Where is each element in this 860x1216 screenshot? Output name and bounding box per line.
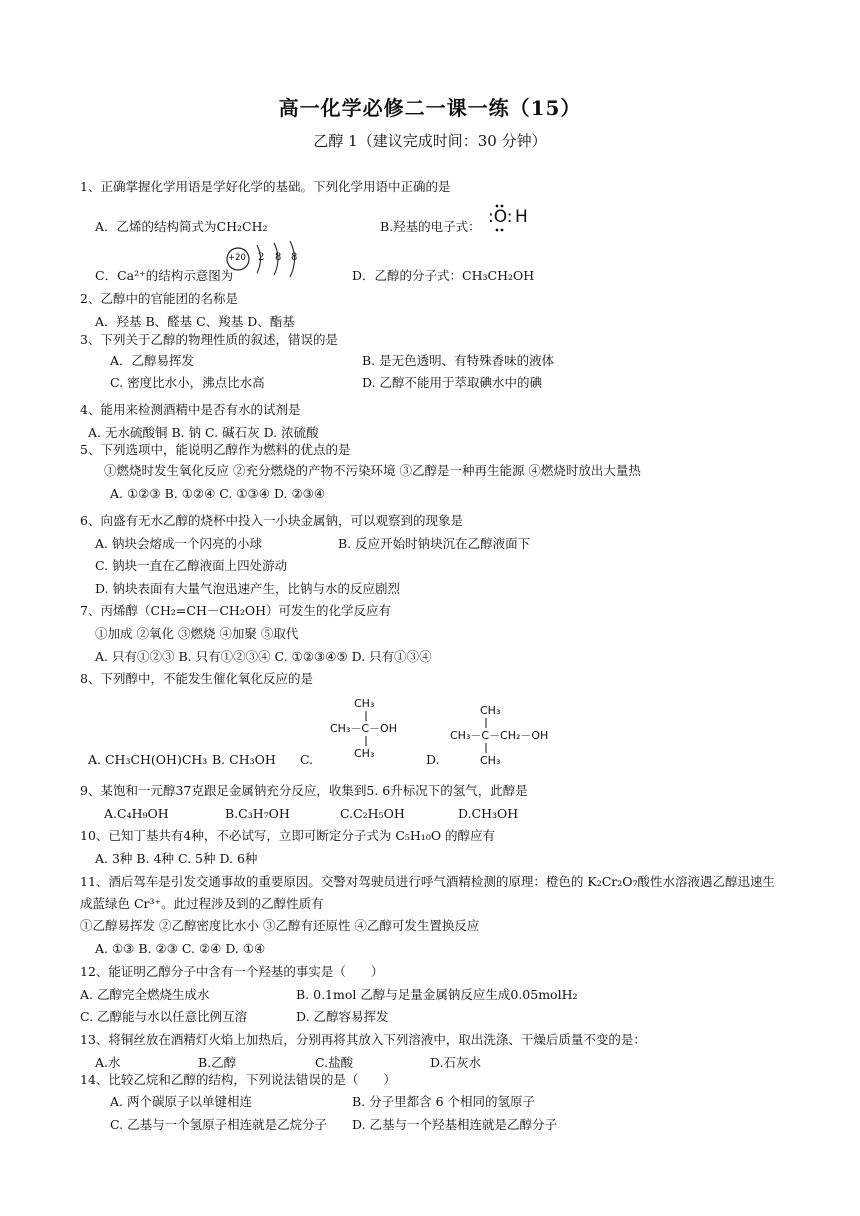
d-bonds-icon [448,703,552,771]
question-3-option-b: B. 是无色透明、有特殊香味的液体 [362,353,555,368]
question-12-option-b: B. 0.1mol 乙醇与足量金属钠反应生成0.05molH₂ [296,987,578,1002]
question-5-stem: 5、下列选项中，能说明乙醇作为燃料的优点的是 [80,442,351,457]
question-9-stem: 9、某饱和一元醇37克跟足金属钠充分反应，收集到5. 6升标况下的氢气，此醇是 [80,783,528,798]
question-1-option-d: D．乙醇的分子式：CH₃CH₂OH [352,268,535,283]
question-14-option-b: B. 分子里都含 6 个相同的氢原子 [352,1094,536,1109]
question-6-option-b: B. 反应开始时钠块沉在乙醇液面下 [338,536,531,551]
question-13-option-a: A.水 [95,1055,121,1070]
question-14-stem: 14、比较乙烷和乙醇的结构，下列说法错误的是（ ） [80,1072,396,1087]
oxygen-electron-dots: :O: [488,207,513,227]
nucleus-charge: +20 [228,253,246,263]
question-6-stem: 6、向盛有无水乙醇的烧杯中投入一小块金属钠，可以观察到的现象是 [80,513,463,528]
question-3-option-d: D. 乙醇不能用于萃取碘水中的碘 [362,375,543,390]
shell-2-electrons: 8 [275,252,282,263]
question-6-option-a: A. 钠块会熔成一个闪亮的小球 [95,536,262,551]
question-13-option-c: C.盐酸 [315,1055,354,1070]
question-2-options: A．羟基 B、醛基 C、羧基 D、酯基 [95,314,295,329]
atom-structure-icon [224,240,304,286]
question-3-option-a: A．乙醇易挥发 [110,353,195,368]
shell-3-electrons: 8 [291,252,298,263]
question-14-option-a: A. 两个碳原子以单键相连 [110,1094,252,1109]
page-subtitle: 乙醇 1（建议完成时间：30 分钟） [313,132,547,150]
question-4-stem: 4、能用来检测酒精中是否有水的试剂是 [80,402,301,417]
question-11-options: A. ①③ B. ②③ C. ②④ D. ①④ [95,941,266,956]
option-d-structure [448,703,552,771]
shell-1-electrons: 2 [258,252,265,263]
question-12-option-c: C. 乙醇能与水以任意比例互溶 [80,1009,248,1024]
question-2-stem: 2、乙醇中的官能团的名称是 [80,291,238,306]
question-8-option-d: D. [426,752,440,767]
question-1-option-c: C．Ca²⁺的结构示意图为 [95,268,234,283]
question-9-option-a: A.C₄H₉OH [104,806,169,821]
hydroxyl-electron-formula [488,204,534,232]
question-3-option-c: C. 密度比水小，沸点比水高 [110,375,265,390]
question-9-option-d: D.CH₃OH [458,806,519,821]
question-8-option-c: C. [300,752,314,767]
d-bottom-methyl: CH₃ [480,754,501,767]
calcium-ion-diagram [224,240,304,286]
question-13-option-b: B.乙醇 [198,1055,237,1070]
question-10-options: A. 3种 B. 4种 C. 5种 D. 6种 [95,851,258,866]
c-bottom-methyl: CH₃ [354,747,375,760]
hydrogen-symbol: H [515,207,528,227]
question-8-option-a: A. CH₃CH(OH)CH₃ [88,752,208,767]
question-1-option-b: B.羟基的电子式： [380,219,481,234]
question-11-stem-line-1: 11、酒后驾车是引发交通事故的重要原因。交警对驾驶员进行呼气酒精检测的原理：橙色的 K₂Cr₂O₇酸性水溶液遇乙醇迅速生 [80,874,776,889]
question-14-option-d: D. 乙基与一个羟基相连就是乙醇分子 [352,1117,558,1132]
option-c-structure [322,696,402,764]
question-11-items: ①乙醇易挥发 ②乙醇密度比水小 ③乙醇有还原性 ④乙醇可发生置换反应 [80,918,480,933]
question-1-option-a: A．乙烯的结构简式为CH₂CH₂ [95,219,268,234]
question-7-options: A. 只有①②③ B. 只有①②③④ C. ①②③④⑤ D. 只有①③④ [95,649,432,664]
question-7-stem: 7、丙烯醇（CH₂=CH－CH₂OH）可发生的化学反应有 [80,603,391,618]
c-main-chain: CH₃－C－OH [330,722,397,735]
page-title: 高一化学必修二一课一练（15） [278,96,582,120]
d-main-chain: CH₃－C－CH₂－OH [450,729,549,742]
question-13-option-d: D.石灰水 [430,1055,482,1070]
question-5-options: A. ①②③ B. ①②④ C. ①③④ D. ②③④ [110,486,326,501]
question-8-stem: 8、下列醇中，不能发生催化氧化反应的是 [80,671,313,686]
question-4-options: A. 无水硫酸铜 B. 钠 C. 碱石灰 D. 浓硫酸 [88,425,319,440]
c-bonds-icon [322,696,402,764]
question-6-option-d: D. 钠块表面有大量气泡迅速产生，比钠与水的反应剧烈 [95,581,401,596]
question-12-option-a: A. 乙醇完全燃烧生成水 [80,987,210,1002]
question-9-option-c: C.C₂H₅OH [340,806,405,821]
question-8-option-b: B. CH₃OH [212,752,276,767]
question-11-stem-line-2: 成蓝绿色 Cr³⁺。此过程涉及到的乙醇性质有 [80,896,324,911]
question-12-option-d: D. 乙醇容易挥发 [296,1009,389,1024]
c-top-methyl: CH₃ [354,697,375,710]
question-7-items: ①加成 ②氧化 ③燃烧 ④加聚 ⑤取代 [95,626,299,641]
question-13-stem: 13、将铜丝放在酒精灯火焰上加热后，分别再将其放入下列溶液中，取出洗涤、干燥后质量不变的是： [80,1032,646,1047]
question-5-items: ①燃烧时发生氧化反应 ②充分燃烧的产物不污染环境 ③乙醇是一种再生能源 ④燃烧时放出大量热 [104,463,641,478]
question-10-stem: 10、已知丁基共有4种，不必试写，立即可断定分子式为 C₅H₁₀O 的醇应有 [80,828,496,843]
question-9-option-b: B.C₃H₇OH [225,806,290,821]
question-6-option-c: C. 钠块一直在乙醇液面上四处游动 [95,558,288,573]
question-14-option-c: C. 乙基与一个氢原子相连就是乙烷分子 [110,1117,328,1132]
question-3-stem: 3、下列关于乙醇的物理性质的叙述，错误的是 [80,332,338,347]
electron-dots-icon [488,204,512,232]
question-12-stem: 12、能证明乙醇分子中含有一个羟基的事实是（ ） [80,964,384,979]
d-top-methyl: CH₃ [480,704,501,717]
question-1-stem: 1、正确掌握化学用语是学好化学的基础。下列化学用语中正确的是 [80,179,451,194]
